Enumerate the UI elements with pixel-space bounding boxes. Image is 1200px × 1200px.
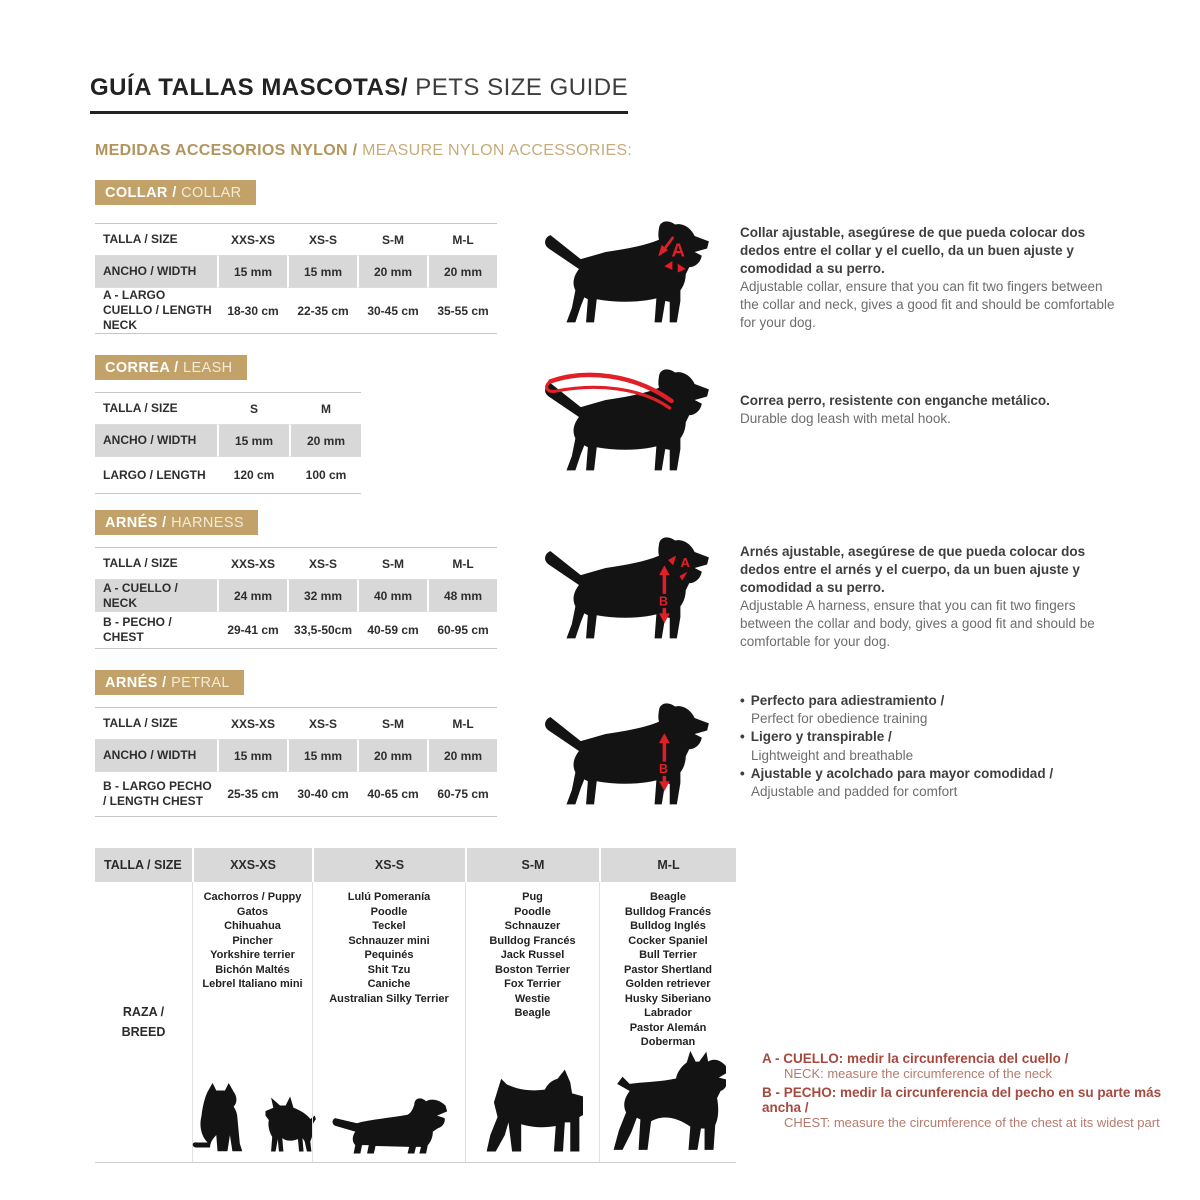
breed-item: Schnauzer mini: [348, 934, 430, 947]
harness-description: [740, 543, 1118, 651]
breed-item: Beagle: [649, 891, 687, 903]
col-header: XS-S: [312, 848, 465, 882]
breed-col-xxs-xs: [192, 882, 312, 1162]
col-header: M-L: [427, 224, 497, 256]
breed-item: Schnauzer: [504, 920, 561, 932]
breed-row-label-en: BREED: [121, 1024, 166, 1039]
breed-item: Shit Tzu: [367, 963, 411, 976]
breed-item: Fox Terrier: [504, 978, 561, 990]
col-header: TALLA / SIZE: [95, 393, 217, 425]
row-label: B - PECHO / CHEST: [103, 615, 172, 644]
row-label: A - CUELLO / NECK: [95, 580, 217, 612]
cell-value: 40-59 cm: [357, 612, 427, 648]
badge-label-es: ARNÉS /: [105, 675, 167, 691]
col-header: S-M: [357, 708, 427, 740]
breed-item: Beagle: [514, 1007, 551, 1019]
breed-item: Husky Siberiano: [624, 992, 712, 1005]
breed-item: Pug: [522, 891, 543, 903]
col-header: TALLA / SIZE: [95, 224, 217, 256]
breed-table-header: [95, 848, 736, 882]
breed-item: Chihuahua: [224, 920, 281, 932]
cell-value: 25-35 cm: [217, 772, 287, 816]
cell-value: 60-95 cm: [427, 612, 497, 648]
harness-size-table: [95, 547, 497, 649]
col-header: TALLA / SIZE: [95, 848, 192, 882]
silhouette-group: [610, 1050, 726, 1162]
breed-row-label-es: RAZA /: [122, 1004, 165, 1019]
badge-label-es: ARNÉS /: [105, 515, 167, 531]
cell-value: 40-65 cm: [357, 772, 427, 816]
breed-item: Yorkshire terrier: [210, 949, 295, 961]
feature-es: • Ligero y transpirable /: [740, 728, 1118, 746]
col-header: XXS-XS: [217, 224, 287, 256]
col-header: XXS-XS: [217, 548, 287, 580]
cell-value: 15 mm: [217, 740, 287, 772]
measuring-notes: [762, 1048, 1194, 1134]
petral-marker-b: B: [659, 762, 669, 777]
breed-item: Pastor Shertland: [623, 963, 713, 976]
col-header: S-M: [357, 224, 427, 256]
breed-item: Bulldog Inglés: [630, 920, 706, 932]
breed-col-s-m: [465, 882, 599, 1162]
leash-size-table: [95, 392, 361, 494]
cell-value: 24 mm: [217, 580, 287, 612]
breed-item: Cachorros / Puppy: [203, 891, 302, 903]
col-header: TALLA / SIZE: [95, 548, 217, 580]
description-es: Collar ajustable, asegúrese de que pueda colocar dos dedos entre el collar y el cuello, da un buen ajuste y comodidad a su perro.: [740, 225, 1086, 276]
cell-value: 100 cm: [289, 457, 361, 493]
cell-value: 33,5-50cm: [287, 612, 357, 648]
breed-row-label: [95, 882, 192, 1162]
breed-item: Bull Terrier: [639, 949, 697, 961]
col-header: M-L: [599, 848, 736, 882]
col-header: XS-S: [287, 224, 357, 256]
breed-item: Teckel: [372, 920, 406, 932]
feature-en: Adjustable and padded for comfort: [751, 784, 958, 800]
description-es: Correa perro, resistente con enganche metálico.: [740, 393, 1050, 408]
breed-item: Australian Silky Terrier: [329, 992, 449, 1005]
row-label: LARGO / LENGTH: [103, 467, 206, 482]
petral-size-table: [95, 707, 497, 817]
cell-value: 20 mm: [427, 256, 497, 288]
badge-label-en: PETRAL: [171, 675, 230, 691]
dog-silhouette-harness-icon: [538, 528, 716, 653]
col-header: XS-S: [287, 708, 357, 740]
petral-feature-list: [740, 692, 1118, 801]
cell-value: 32 mm: [287, 580, 357, 612]
leash-description: [740, 392, 1118, 428]
chihuahua-silhouette-icon: [261, 1091, 317, 1157]
breed-item: Boston Terrier: [495, 963, 570, 976]
page-title-en: PETS SIZE GUIDE: [408, 74, 629, 101]
col-header: XXS-XS: [192, 848, 312, 882]
page-subtitle-es: MEDIDAS ACCESORIOS NYLON /: [95, 142, 358, 159]
col-header: S-M: [465, 848, 599, 882]
note-es: A - CUELLO: medir la circunferencia del cuello /: [762, 1051, 1069, 1066]
row-label: ANCHO / WIDTH: [95, 425, 217, 457]
row-label: A - LARGO CUELLO / LENGTH NECK: [103, 288, 212, 332]
description-es: Arnés ajustable, asegúrese de que pueda colocar dos dedos entre el arnés y el cuerpo, da un buen ajuste y comodidad a su perro.: [740, 544, 1086, 595]
cell-value: 20 mm: [289, 425, 361, 457]
harness-section-badge: [95, 510, 258, 535]
breed-item: Lulú Pomeranía: [347, 891, 431, 903]
cell-value: 48 mm: [427, 580, 497, 612]
silhouette-group: [330, 1081, 448, 1162]
cat-silhouette-icon: [189, 1081, 251, 1157]
petral-section-badge: [95, 670, 244, 695]
breed-item: Pastor Alemán: [629, 1021, 707, 1034]
breed-item: Poodle: [514, 905, 551, 918]
leash-section-badge: [95, 355, 247, 380]
cell-value: 22-35 cm: [287, 288, 357, 333]
breed-list: [202, 890, 302, 992]
collar-size-table: [95, 223, 497, 334]
row-label: B - LARGO PECHO / LENGTH CHEST: [103, 779, 212, 808]
dog-silhouette-petral-icon: [538, 694, 716, 819]
breed-item: Bulldog Francés: [624, 905, 712, 918]
page-title: [90, 74, 628, 114]
cell-value: 20 mm: [357, 740, 427, 772]
breed-item: Jack Russel: [500, 949, 565, 961]
col-header: M-L: [427, 548, 497, 580]
badge-label-en: HARNESS: [171, 515, 244, 531]
col-header: S-M: [357, 548, 427, 580]
col-header: M-L: [427, 708, 497, 740]
cell-value: 15 mm: [217, 425, 289, 457]
feature-en: Lightweight and breathable: [751, 747, 914, 763]
cell-value: 20 mm: [427, 740, 497, 772]
cell-value: 35-55 cm: [427, 288, 497, 333]
cell-value: 15 mm: [287, 740, 357, 772]
breed-list: [624, 890, 712, 1050]
breed-item: Pincher: [232, 934, 273, 947]
breed-item: Golden retriever: [625, 978, 711, 990]
breed-item: Lebrel Italiano mini: [202, 978, 303, 990]
cell-value: 40 mm: [357, 580, 427, 612]
feature-es: • Ajustable y acolchado para mayor comodidad /: [740, 765, 1118, 783]
breed-list: [329, 890, 449, 1006]
harness-marker-a: A: [680, 555, 691, 571]
feature-en: Perfect for obedience training: [751, 711, 928, 727]
note-en: CHEST: measure the circumference of the chest at its widest part: [784, 1115, 1160, 1130]
breed-table-body: [95, 882, 736, 1163]
feature-es: • Perfecto para adiestramiento /: [740, 692, 1118, 710]
cell-value: 60-75 cm: [427, 772, 497, 816]
dachshund-silhouette-icon: [330, 1081, 448, 1157]
breed-item: Poodle: [370, 905, 408, 918]
description-en: Adjustable collar, ensure that you can fit two fingers between the collar and neck, gives a good fit and should be comfortable for your dog.: [740, 278, 1115, 330]
breed-item: Bichón Maltés: [215, 963, 290, 976]
breed-item: Caniche: [367, 978, 411, 990]
breed-item: Cocker Spaniel: [628, 934, 708, 947]
badge-label-en: LEASH: [183, 360, 233, 376]
schnauzer-silhouette-icon: [483, 1066, 583, 1157]
badge-label-en: COLLAR: [181, 185, 242, 201]
silhouette-group: [483, 1066, 583, 1162]
cell-value: 15 mm: [217, 256, 287, 288]
doberman-silhouette-icon: [610, 1050, 726, 1157]
breed-item: Westie: [514, 992, 551, 1005]
description-en: Durable dog leash with metal hook.: [740, 410, 951, 426]
cell-value: 29-41 cm: [217, 612, 287, 648]
cell-value: 18-30 cm: [217, 288, 287, 333]
row-label: ANCHO / WIDTH: [95, 256, 217, 288]
collar-section-badge: [95, 180, 256, 205]
note-es: B - PECHO: medir la circunferencia del pecho en su parte más ancha /: [762, 1085, 1162, 1115]
badge-label-es: CORREA /: [105, 360, 179, 376]
page-subtitle: [95, 142, 632, 160]
dog-silhouette-leash-icon: [538, 360, 716, 485]
breed-list: [489, 890, 575, 1021]
col-header: XS-S: [287, 548, 357, 580]
cell-value: 120 cm: [217, 457, 289, 493]
breed-item: Doberman: [640, 1036, 696, 1048]
note-en: NECK: measure the circumference of the neck: [784, 1066, 1053, 1081]
description-en: Adjustable A harness, ensure that you can fit two fingers between the collar and body, gives a good fit and should be comfortable for your dog.: [740, 597, 1095, 649]
breed-item: Pequinés: [364, 949, 414, 961]
page-title-es: GUÍA TALLAS MASCOTAS/: [90, 74, 409, 101]
cell-value: 30-40 cm: [287, 772, 357, 816]
breed-col-m-l: [599, 882, 736, 1162]
breed-size-table: [95, 848, 736, 1163]
breed-item: Gatos: [236, 905, 269, 918]
col-header: M: [289, 393, 361, 425]
silhouette-group: [189, 1081, 317, 1162]
col-header: S: [217, 393, 289, 425]
collar-description: [740, 224, 1118, 332]
dog-silhouette-collar-icon: [538, 212, 716, 337]
cell-value: 30-45 cm: [357, 288, 427, 333]
breed-col-xs-s: [312, 882, 465, 1162]
breed-item: Labrador: [644, 1007, 692, 1019]
cell-value: 15 mm: [287, 256, 357, 288]
row-label: ANCHO / WIDTH: [95, 740, 217, 772]
page-subtitle-en: MEASURE NYLON ACCESSORIES:: [357, 142, 633, 159]
harness-marker-b: B: [659, 594, 669, 609]
breed-item: Bulldog Francés: [489, 934, 576, 947]
col-header: TALLA / SIZE: [95, 708, 217, 740]
badge-label-es: COLLAR /: [105, 185, 177, 201]
col-header: XXS-XS: [217, 708, 287, 740]
collar-marker-a: A: [671, 239, 685, 261]
cell-value: 20 mm: [357, 256, 427, 288]
